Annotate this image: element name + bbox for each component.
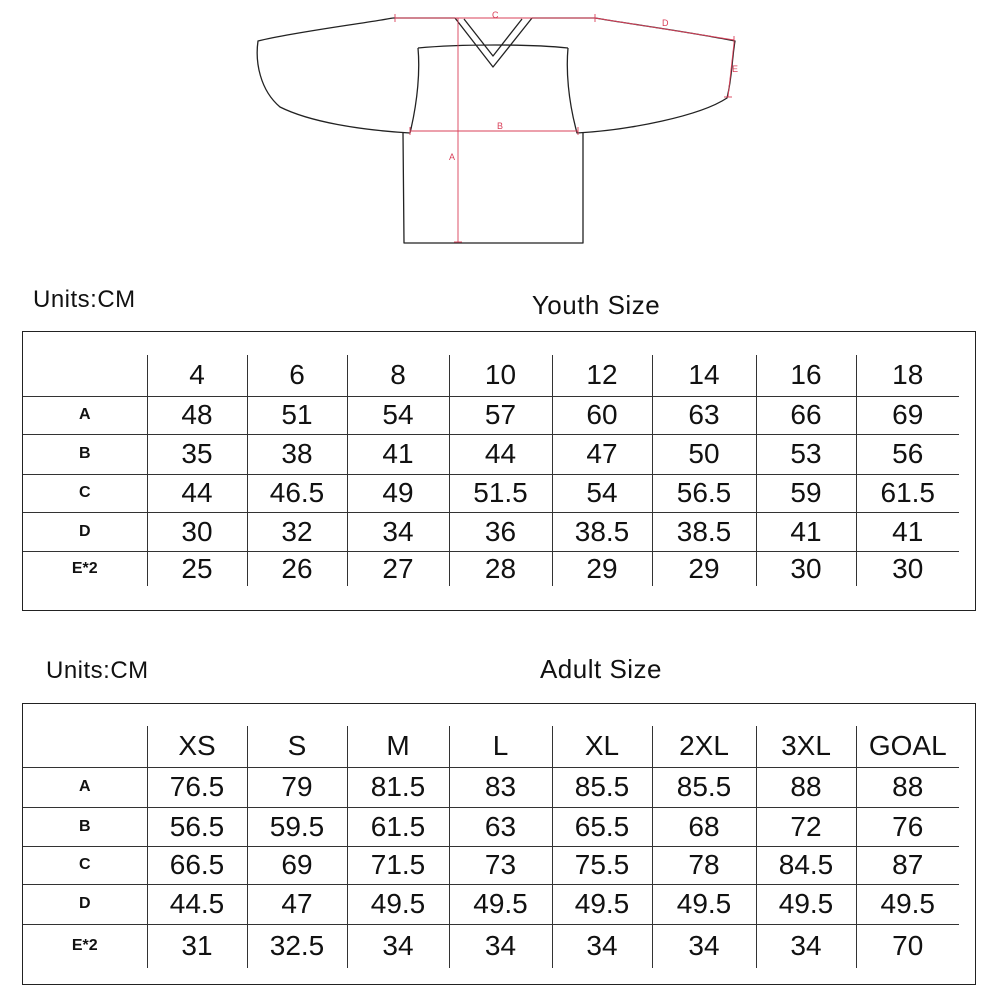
measure-row-label: A [23,396,147,434]
measurement-cell: 65.5 [552,807,652,846]
header-row [23,355,959,396]
measurement-cell: 29 [552,551,652,586]
measure-row-label: D [23,884,147,924]
measurement-cell: 30 [147,512,247,551]
measurement-cell: 66.5 [147,846,247,884]
size-column-header: GOAL [856,726,959,767]
measurement-cell: 83 [449,767,552,807]
diagram-label-d: D [662,18,669,28]
measurement-cell: 88 [756,767,856,807]
measurement-cell: 81.5 [347,767,449,807]
measurement-cell: 51 [247,396,347,434]
measurement-cell: 68 [652,807,756,846]
measurement-cell: 76 [856,807,959,846]
youth-size-title: Youth Size [531,290,661,320]
measurement-cell: 34 [449,924,552,968]
size-column-header: XS [147,726,247,767]
measurement-cell: 49.5 [449,884,552,924]
measurement-cell: 47 [247,884,347,924]
measurement-cell: 29 [652,551,756,586]
table-row [23,807,959,846]
measurement-cell: 35 [147,434,247,474]
size-column-header: M [347,726,449,767]
measure-row-label: A [23,767,147,807]
measurement-cell: 54 [552,474,652,512]
measurement-cell: 63 [652,396,756,434]
measurement-cell: 56 [856,434,959,474]
measurement-cell: 41 [856,512,959,551]
youth-units-label: Units:CM [33,286,136,313]
measurement-cell: 61.5 [347,807,449,846]
measurement-cell: 30 [856,551,959,586]
size-column-header: 4 [147,355,247,396]
table-row [23,551,959,586]
size-column-header: 16 [756,355,856,396]
size-column-header: L [449,726,552,767]
measurement-cell: 51.5 [449,474,552,512]
adult-size-title: Adult Size [539,654,663,684]
measurement-cell: 38.5 [652,512,756,551]
measurement-cell: 56.5 [652,474,756,512]
measurement-cell: 34 [552,924,652,968]
table-row [23,884,959,924]
measurement-cell: 25 [147,551,247,586]
measurement-cell: 41 [756,512,856,551]
measurement-cell: 49.5 [756,884,856,924]
measurement-cell: 76.5 [147,767,247,807]
measurement-cell: 85.5 [552,767,652,807]
measurement-cell: 70 [856,924,959,968]
measurement-cell: 47 [552,434,652,474]
measurement-cell: 36 [449,512,552,551]
measurement-cell: 32 [247,512,347,551]
size-column-header: 8 [347,355,449,396]
measurement-cell: 49.5 [552,884,652,924]
measurement-cell: 71.5 [347,846,449,884]
measurement-cell: 44 [147,474,247,512]
measurement-cell: 54 [347,396,449,434]
measurement-cell: 88 [856,767,959,807]
measurement-cell: 56.5 [147,807,247,846]
measure-row-label: B [23,807,147,846]
measurement-cell: 72 [756,807,856,846]
measurement-cell: 63 [449,807,552,846]
measurement-cell: 49.5 [347,884,449,924]
measurement-cell: 50 [652,434,756,474]
adult-units-label: Units:CM [46,657,149,684]
table-row [23,767,959,807]
size-column-header: S [247,726,347,767]
table-row [23,474,959,512]
corner-cell [23,355,147,396]
diagram-label-c: C [492,10,499,20]
corner-cell [23,726,147,767]
measurement-cell: 41 [347,434,449,474]
measurement-cell: 49 [347,474,449,512]
header-row [23,726,959,767]
diagram-label-a: A [449,152,456,162]
measurement-cell: 59.5 [247,807,347,846]
size-column-header: 6 [247,355,347,396]
size-column-header: 3XL [756,726,856,767]
measurement-cell: 75.5 [552,846,652,884]
measurement-cell: 34 [347,512,449,551]
table-row [23,512,959,551]
measure-row-label: E*2 [71,559,98,577]
size-column-header: XL [552,726,652,767]
measurement-cell: 26 [247,551,347,586]
measurement-cell: 34 [652,924,756,968]
measurement-cell: 44 [449,434,552,474]
measurement-cell: 27 [347,551,449,586]
measurement-cell: 69 [856,396,959,434]
table-row [23,434,959,474]
measurement-cell: 60 [552,396,652,434]
youth-table-body [23,355,959,586]
size-column-header: 2XL [652,726,756,767]
measure-row-label: C [23,846,147,884]
measurement-cell: 53 [756,434,856,474]
size-column-header: 18 [856,355,959,396]
measurement-cell: 61.5 [856,474,959,512]
table-row [23,846,959,884]
measurement-cell: 46.5 [247,474,347,512]
measurement-cell: 73 [449,846,552,884]
size-column-header: 12 [552,355,652,396]
measurement-cell: 79 [247,767,347,807]
measurement-cell: 38.5 [552,512,652,551]
jersey-measurement-diagram [250,10,750,250]
measurement-cell: 38 [247,434,347,474]
diagram-label-b: B [497,121,504,131]
measurement-cell: 28 [449,551,552,586]
adult-table-body [23,726,959,968]
measurement-cell: 30 [756,551,856,586]
measurement-cell: 32.5 [247,924,347,968]
measure-row-label: B [23,434,147,474]
measurement-cell: 49.5 [856,884,959,924]
measurement-cell: 87 [856,846,959,884]
measurement-cell: 34 [347,924,449,968]
measurement-cell: 49.5 [652,884,756,924]
measure-row-label: C [23,474,147,512]
measurement-cell: 34 [756,924,856,968]
youth-size-table [23,355,959,586]
measurement-cell: 59 [756,474,856,512]
diagram-label-e: E [732,64,739,74]
table-row [23,396,959,434]
measurement-cell: 44.5 [147,884,247,924]
size-column-header: 10 [449,355,552,396]
size-column-header: 14 [652,355,756,396]
measurement-cell: 78 [652,846,756,884]
table-row [23,924,959,968]
measurement-cell: 31 [147,924,247,968]
measurement-cell: 57 [449,396,552,434]
measurement-cell: 66 [756,396,856,434]
measure-row-label: D [23,512,147,551]
measurement-cell: 48 [147,396,247,434]
measurement-cell: 69 [247,846,347,884]
measure-row-label: E*2 [71,937,98,955]
adult-size-table [23,726,959,968]
measurement-cell: 84.5 [756,846,856,884]
measurement-cell: 85.5 [652,767,756,807]
